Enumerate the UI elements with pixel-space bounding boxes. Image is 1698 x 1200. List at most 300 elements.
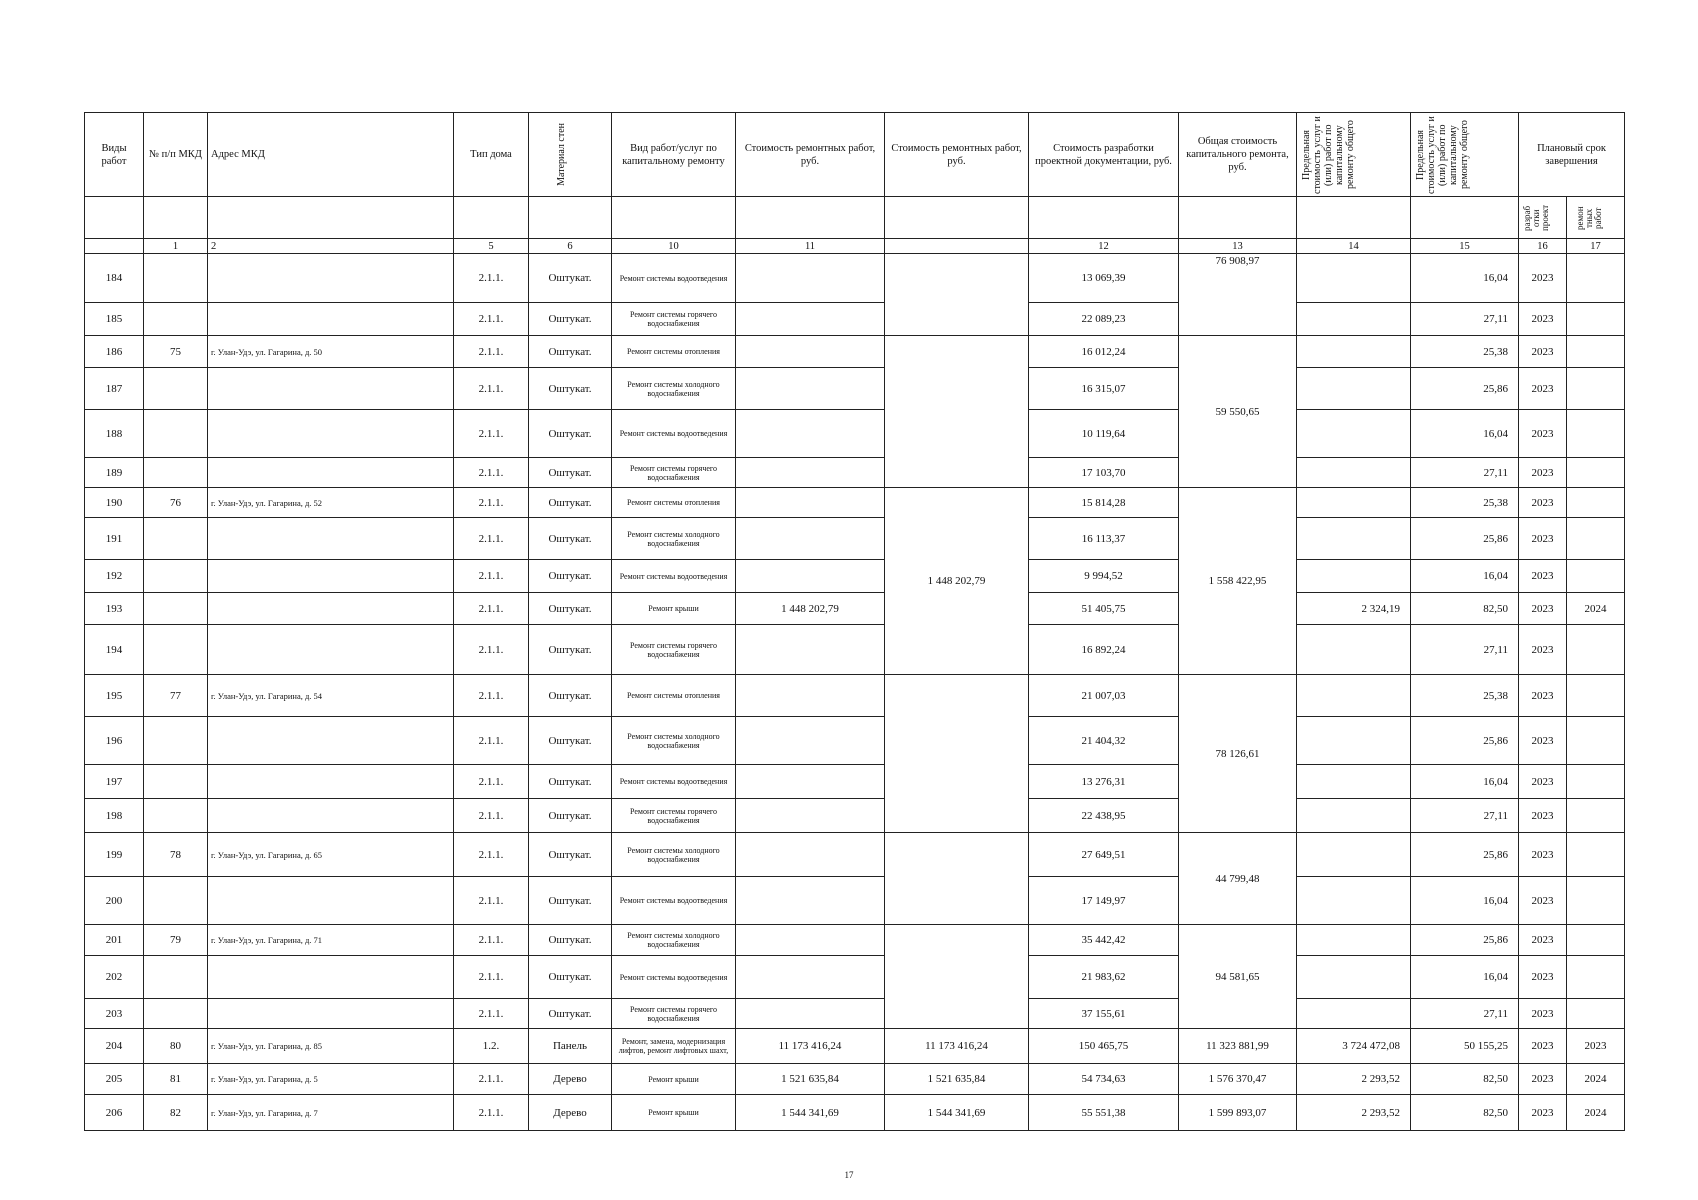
limit-cost-1 [1297,925,1411,956]
house-type: 2.1.1. [454,625,529,675]
term-design: 2023 [1519,799,1567,833]
work-type: Ремонт системы горячего водоснабжения [612,799,736,833]
repair-cost: 11 173 416,24 [736,1029,885,1064]
total-cost-group: 59 550,65 [1179,336,1297,488]
house-type: 2.1.1. [454,765,529,799]
row-id: 203 [85,999,144,1029]
limit-cost-2: 25,38 [1411,488,1519,518]
table-row [85,1029,1625,1064]
row-id: 200 [85,877,144,925]
repair-cost [736,999,885,1029]
design-cost: 13 069,39 [1029,254,1179,303]
limit-cost-2: 16,04 [1411,765,1519,799]
wall-material: Дерево [529,1064,612,1095]
term-design: 2023 [1519,458,1567,488]
repair-cost [736,717,885,765]
table-row [85,999,1625,1029]
limit-cost-2: 50 155,25 [1411,1029,1519,1064]
term-design: 2023 [1519,518,1567,560]
work-type: Ремонт системы горячего водоснабжения [612,303,736,336]
limit-cost-1 [1297,717,1411,765]
col-number: 6 [529,239,612,254]
wall-material: Оштукат. [529,303,612,336]
header-term-works: ремон тных работ [1567,197,1625,239]
repair-cost [736,560,885,593]
address [208,518,454,560]
mkd-number [144,303,208,336]
work-type: Ремонт системы водоотведения [612,410,736,458]
repair-cost: 1 544 341,69 [736,1095,885,1131]
address [208,625,454,675]
mkd-number [144,560,208,593]
limit-cost-2: 27,11 [1411,999,1519,1029]
row-id: 199 [85,833,144,877]
limit-cost-1 [1297,303,1411,336]
header-vid-rabot: Виды работ [85,113,144,197]
table-row [85,488,1625,518]
repair-cost [736,488,885,518]
wall-material: Оштукат. [529,956,612,999]
wall-material: Оштукат. [529,999,612,1029]
table-row [85,560,1625,593]
row-id: 196 [85,717,144,765]
wall-material: Оштукат. [529,799,612,833]
row-id: 189 [85,458,144,488]
col-number: 11 [736,239,885,254]
address: г. Улан-Удэ, ул. Гагарина, д. 54 [208,675,454,717]
limit-cost-1 [1297,254,1411,303]
term-design: 2023 [1519,1029,1567,1064]
capital-repair-table [84,112,1625,1131]
wall-material: Оштукат. [529,368,612,410]
limit-cost-1 [1297,833,1411,877]
header-mkd-number: № п/п МКД [144,113,208,197]
address: г. Улан-Удэ, ул. Гагарина, д. 52 [208,488,454,518]
term-works [1567,560,1625,593]
address [208,368,454,410]
house-type: 2.1.1. [454,999,529,1029]
repair-cost-group [885,675,1029,833]
table-row [85,593,1625,625]
header-blank [1411,197,1519,239]
repair-cost: 1 448 202,79 [736,593,885,625]
mkd-number: 75 [144,336,208,368]
mkd-number [144,625,208,675]
house-type: 2.1.1. [454,593,529,625]
repair-cost [736,833,885,877]
repair-cost-2: 1 544 341,69 [885,1095,1029,1131]
col-number: 17 [1567,239,1625,254]
limit-cost-1 [1297,560,1411,593]
table-row [85,254,1625,303]
repair-cost [736,518,885,560]
term-design: 2023 [1519,410,1567,458]
mkd-number [144,518,208,560]
term-works [1567,410,1625,458]
limit-cost-1 [1297,877,1411,925]
header-limit-cost-2: Предельная стоимость услуг и (или) работ по капитальному ремонту общего [1411,113,1519,197]
col-number: 10 [612,239,736,254]
col-number [885,239,1029,254]
header-blank [736,197,885,239]
wall-material: Оштукат. [529,925,612,956]
design-cost: 9 994,52 [1029,560,1179,593]
address [208,999,454,1029]
limit-cost-1: 3 724 472,08 [1297,1029,1411,1064]
term-works [1567,518,1625,560]
mkd-number [144,956,208,999]
header-planned-term: Плановый срок завершения [1519,113,1625,197]
term-design: 2023 [1519,1064,1567,1095]
repair-cost [736,877,885,925]
header-blank [144,197,208,239]
design-cost: 15 814,28 [1029,488,1179,518]
term-design: 2023 [1519,254,1567,303]
mkd-number [144,999,208,1029]
repair-cost-group [885,336,1029,488]
header-blank [208,197,454,239]
repair-cost [736,410,885,458]
limit-cost-1 [1297,488,1411,518]
address [208,303,454,336]
term-works [1567,765,1625,799]
work-type: Ремонт, замена, модернизация лифтов, ремонт лифтовых шахт, [612,1029,736,1064]
term-works [1567,799,1625,833]
design-cost: 21 404,32 [1029,717,1179,765]
term-works [1567,368,1625,410]
design-cost: 150 465,75 [1029,1029,1179,1064]
term-design: 2023 [1519,488,1567,518]
table-row [85,518,1625,560]
address [208,956,454,999]
design-cost: 35 442,42 [1029,925,1179,956]
table-row [85,877,1625,925]
term-design: 2023 [1519,877,1567,925]
table-row [85,410,1625,458]
table-body [85,254,1625,1131]
mkd-number: 78 [144,833,208,877]
design-cost: 17 103,70 [1029,458,1179,488]
limit-cost-1: 2 324,19 [1297,593,1411,625]
house-type: 2.1.1. [454,458,529,488]
header-term-design: разраб отки проект [1519,197,1567,239]
repair-cost [736,458,885,488]
table-row [85,675,1625,717]
col-number [85,239,144,254]
address [208,254,454,303]
mkd-number [144,765,208,799]
table-row [85,925,1625,956]
term-design: 2023 [1519,833,1567,877]
address [208,877,454,925]
limit-cost-2: 16,04 [1411,877,1519,925]
term-works [1567,717,1625,765]
mkd-number: 81 [144,1064,208,1095]
term-works [1567,336,1625,368]
total-cost-group: 94 581,65 [1179,925,1297,1029]
work-type: Ремонт системы отопления [612,488,736,518]
repair-cost-group: 1 448 202,79 [885,488,1029,675]
header-address: Адрес МКД [208,113,454,197]
term-works: 2023 [1567,1029,1625,1064]
limit-cost-2: 25,86 [1411,833,1519,877]
house-type: 2.1.1. [454,675,529,717]
table-header [85,113,1625,254]
table-row [85,717,1625,765]
row-id: 195 [85,675,144,717]
wall-material: Оштукат. [529,877,612,925]
repair-cost-group [885,925,1029,1029]
wall-material: Оштукат. [529,560,612,593]
term-works [1567,303,1625,336]
work-type: Ремонт системы водоотведения [612,877,736,925]
wall-material: Оштукат. [529,518,612,560]
row-id: 206 [85,1095,144,1131]
term-works [1567,488,1625,518]
term-works [1567,877,1625,925]
table-row [85,833,1625,877]
limit-cost-2: 27,11 [1411,303,1519,336]
address: г. Улан-Удэ, ул. Гагарина, д. 5 [208,1064,454,1095]
term-design: 2023 [1519,765,1567,799]
wall-material: Оштукат. [529,765,612,799]
work-type: Ремонт системы отопления [612,675,736,717]
header-house-type: Тип дома [454,113,529,197]
header-limit-cost-1: Предельная стоимость услуг и (или) работ по капитальному ремонту общего [1297,113,1411,197]
row-id: 193 [85,593,144,625]
wall-material: Оштукат. [529,336,612,368]
header-blank [529,197,612,239]
mkd-number [144,799,208,833]
limit-cost-2: 82,50 [1411,593,1519,625]
design-cost: 21 983,62 [1029,956,1179,999]
table-row [85,625,1625,675]
term-works [1567,999,1625,1029]
header-wall-material: Материал стен [529,113,612,197]
house-type: 2.1.1. [454,877,529,925]
term-works [1567,458,1625,488]
header-repair-cost-2: Стоимость ремонтных работ, руб. [885,113,1029,197]
design-cost: 10 119,64 [1029,410,1179,458]
limit-cost-2: 25,38 [1411,336,1519,368]
repair-cost: 1 521 635,84 [736,1064,885,1095]
mkd-number: 82 [144,1095,208,1131]
row-id: 191 [85,518,144,560]
row-id: 187 [85,368,144,410]
limit-cost-2: 16,04 [1411,410,1519,458]
house-type: 2.1.1. [454,925,529,956]
header-blank [454,197,529,239]
col-number: 14 [1297,239,1411,254]
header-repair-cost-1: Стоимость ремонтных работ, руб. [736,113,885,197]
col-number: 12 [1029,239,1179,254]
repair-cost [736,925,885,956]
house-type: 2.1.1. [454,368,529,410]
header-blank [612,197,736,239]
table-row [85,956,1625,999]
wall-material: Оштукат. [529,717,612,765]
total-cost-group: 78 126,61 [1179,675,1297,833]
address: г. Улан-Удэ, ул. Гагарина, д. 65 [208,833,454,877]
term-design: 2023 [1519,999,1567,1029]
header-blank [1179,197,1297,239]
repair-cost [736,625,885,675]
house-type: 2.1.1. [454,833,529,877]
work-type: Ремонт системы отопления [612,336,736,368]
design-cost: 54 734,63 [1029,1064,1179,1095]
row-id: 205 [85,1064,144,1095]
total-cost-group: 1 558 422,95 [1179,488,1297,675]
term-design: 2023 [1519,368,1567,410]
design-cost: 17 149,97 [1029,877,1179,925]
repair-cost [736,765,885,799]
limit-cost-2: 16,04 [1411,254,1519,303]
limit-cost-1 [1297,625,1411,675]
wall-material: Оштукат. [529,593,612,625]
design-cost: 27 649,51 [1029,833,1179,877]
row-id: 184 [85,254,144,303]
address [208,458,454,488]
limit-cost-1 [1297,799,1411,833]
table-row [85,799,1625,833]
term-design: 2023 [1519,675,1567,717]
term-design: 2023 [1519,625,1567,675]
design-cost: 16 012,24 [1029,336,1179,368]
wall-material: Дерево [529,1095,612,1131]
design-cost: 16 113,37 [1029,518,1179,560]
limit-cost-2: 27,11 [1411,458,1519,488]
col-number: 1 [144,239,208,254]
house-type: 2.1.1. [454,1095,529,1131]
col-number: 16 [1519,239,1567,254]
limit-cost-1 [1297,410,1411,458]
term-design: 2023 [1519,593,1567,625]
work-type: Ремонт системы водоотведения [612,254,736,303]
mkd-number: 80 [144,1029,208,1064]
repair-cost [736,336,885,368]
table-row [85,336,1625,368]
term-works [1567,956,1625,999]
design-cost: 21 007,03 [1029,675,1179,717]
term-design: 2023 [1519,336,1567,368]
limit-cost-1 [1297,518,1411,560]
house-type: 2.1.1. [454,956,529,999]
row-id: 185 [85,303,144,336]
repair-cost-group [885,254,1029,336]
limit-cost-2: 27,11 [1411,799,1519,833]
work-type: Ремонт системы водоотведения [612,765,736,799]
table-row [85,765,1625,799]
row-id: 194 [85,625,144,675]
limit-cost-1 [1297,336,1411,368]
term-design: 2023 [1519,303,1567,336]
mkd-number [144,593,208,625]
row-id: 204 [85,1029,144,1064]
table-row [85,1064,1625,1095]
mkd-number [144,717,208,765]
term-works [1567,625,1625,675]
row-id: 188 [85,410,144,458]
design-cost: 16 892,24 [1029,625,1179,675]
address: г. Улан-Удэ, ул. Гагарина, д. 50 [208,336,454,368]
mkd-number [144,410,208,458]
design-cost: 55 551,38 [1029,1095,1179,1131]
house-type: 2.1.1. [454,717,529,765]
repair-cost [736,368,885,410]
house-type: 2.1.1. [454,518,529,560]
header-blank [885,197,1029,239]
total-cost: 1 576 370,47 [1179,1064,1297,1095]
mkd-number [144,877,208,925]
header-design-cost: Стоимость разработки проектной документации, руб. [1029,113,1179,197]
repair-cost-2: 11 173 416,24 [885,1029,1029,1064]
house-type: 2.1.1. [454,1064,529,1095]
mkd-number [144,458,208,488]
limit-cost-1 [1297,765,1411,799]
repair-cost [736,303,885,336]
mkd-number: 77 [144,675,208,717]
design-cost: 51 405,75 [1029,593,1179,625]
table-row [85,458,1625,488]
design-cost: 13 276,31 [1029,765,1179,799]
col-number: 2 [208,239,454,254]
term-works: 2024 [1567,1095,1625,1131]
mkd-number [144,368,208,410]
limit-cost-2: 25,86 [1411,925,1519,956]
term-works: 2024 [1567,1064,1625,1095]
limit-cost-1 [1297,368,1411,410]
limit-cost-2: 82,50 [1411,1064,1519,1095]
work-type: Ремонт системы холодного водоснабжения [612,368,736,410]
mkd-number: 76 [144,488,208,518]
work-type: Ремонт системы холодного водоснабжения [612,717,736,765]
wall-material: Оштукат. [529,833,612,877]
row-id: 198 [85,799,144,833]
total-cost: 1 599 893,07 [1179,1095,1297,1131]
term-design: 2023 [1519,925,1567,956]
house-type: 2.1.1. [454,488,529,518]
wall-material: Оштукат. [529,410,612,458]
limit-cost-1 [1297,956,1411,999]
house-type: 2.1.1. [454,799,529,833]
limit-cost-1: 2 293,52 [1297,1095,1411,1131]
limit-cost-2: 25,86 [1411,717,1519,765]
address [208,593,454,625]
col-number: 15 [1411,239,1519,254]
work-type: Ремонт крыши [612,593,736,625]
house-type: 2.1.1. [454,254,529,303]
repair-cost [736,254,885,303]
work-type: Ремонт системы водоотведения [612,560,736,593]
term-design: 2023 [1519,956,1567,999]
limit-cost-1 [1297,675,1411,717]
work-type: Ремонт крыши [612,1064,736,1095]
limit-cost-2: 16,04 [1411,560,1519,593]
work-type: Ремонт системы горячего водоснабжения [612,999,736,1029]
row-id: 202 [85,956,144,999]
house-type: 2.1.1. [454,336,529,368]
address [208,560,454,593]
address [208,799,454,833]
total-cost-group: 76 908,97 [1179,254,1297,336]
row-id: 197 [85,765,144,799]
limit-cost-1 [1297,999,1411,1029]
header-blank [1297,197,1411,239]
total-cost-group: 44 799,48 [1179,833,1297,925]
limit-cost-2: 16,04 [1411,956,1519,999]
address [208,765,454,799]
work-type: Ремонт системы холодного водоснабжения [612,833,736,877]
